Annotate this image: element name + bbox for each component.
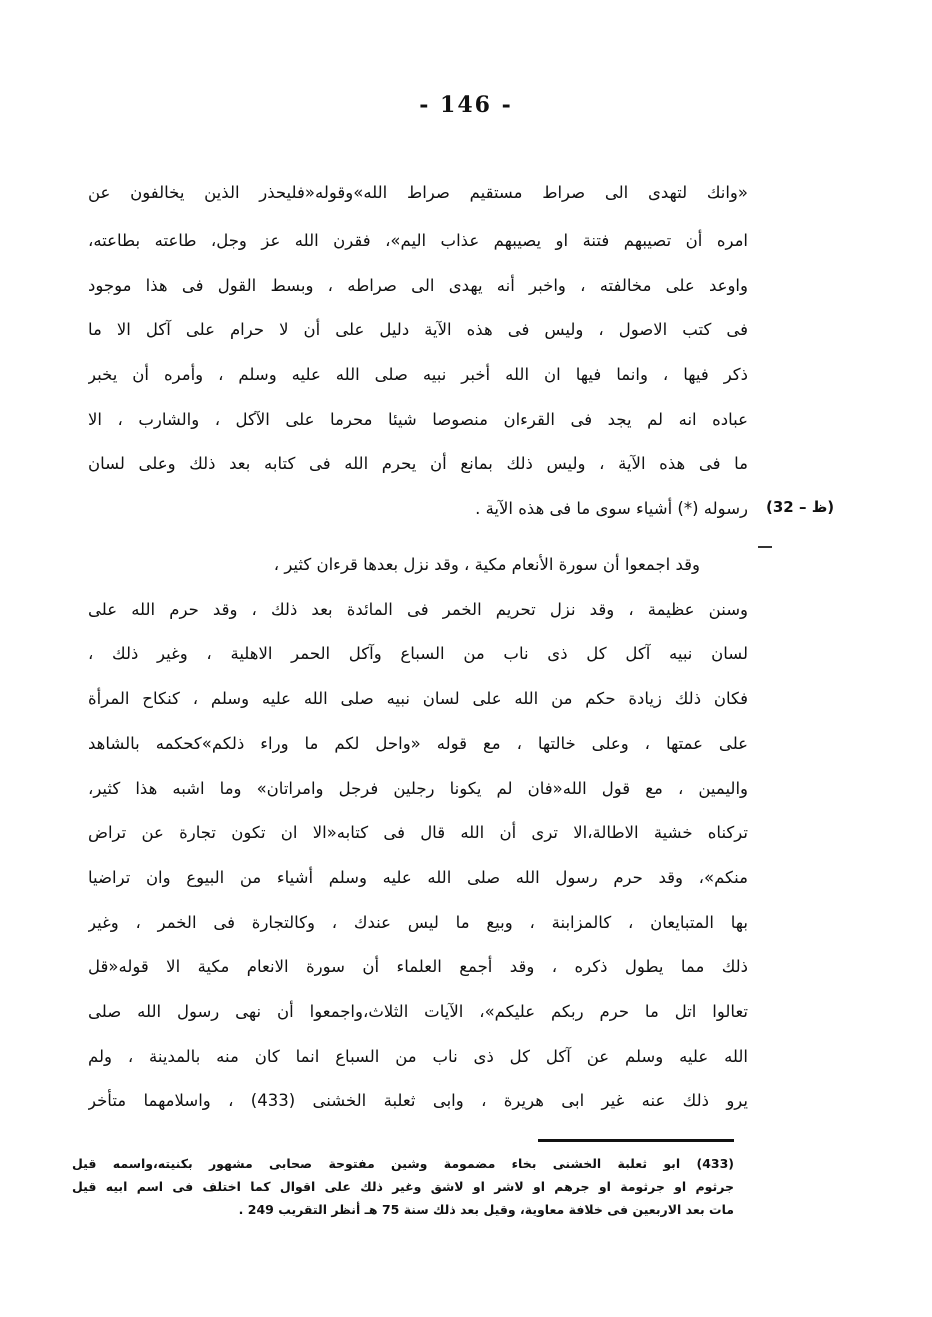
paragraph1-line-4: فى كتب الاصول ، وليس فى هذه الآية دليل على أن لا حرام على آكل الا ما: [88, 320, 748, 339]
paragraph2-line-12: الله عليه وسلم عن آكل كل ذى ناب من السباع انما كان منه بالمدينة ، ولم: [88, 1047, 748, 1066]
paragraph2-line-11: تعالوا اتل ما حرم ربكم عليكم»، الآيات الثلاث،واجمعوا أن نهى رسول الله صلى: [88, 1002, 748, 1021]
paragraph1-line-8: رسوله (*) أشياء سوى ما فى هذه الآية .: [475, 499, 748, 518]
footnote-divider: [538, 1139, 734, 1142]
paragraph2-line-9: بها المتبايعان ، كالمزابنة ، وبيع ما ليس عندك ، وكالتجارة فى الخمر ، وغير: [88, 913, 748, 932]
paragraph1-line-6: عباده انه لم يجد فى القرءان منصوصا شيئا محرما على الآكل ، والشارب ، الا: [88, 410, 748, 429]
paragraph2-line-5: على عمتها ، وعلى خالتها ، مع قوله «واحل لكم ما وراء ذلكم»كحكمه بالشاهد: [88, 734, 748, 753]
paragraph1-line-2: امره أن تصيبهم فتنة او يصيبهم عذاب اليم»، فقرن الله عز وجل، طاعته بطاعته،: [88, 231, 748, 250]
paragraph1-line-7: ما فى هذه الآية ، وليس ذلك بمانع أن يحرم الله فى كتابه بعد ذلك وعلى لسان: [88, 454, 748, 473]
footnote-line-1: (433) ابو ثعلبة الخشنى بخاء مضمومة وشين مفتوحة صحابى مشهور بكنيته،واسمه قيل: [72, 1156, 734, 1171]
paragraph2-line-8: منكم»، وقد حرم رسول الله صلى الله عليه وسلم أشياء من البيوع وان تراضيا: [88, 868, 748, 887]
margin-mark: [758, 546, 772, 548]
paragraph2-line-3: لسان نبيه آكل كل ذى ناب من السباع وآكل الحمر الاهلية ، وغير ذلك ،: [88, 644, 748, 663]
margin-note: (32 – ظ): [766, 498, 835, 516]
paragraph2-line-6: واليمين ، مع قول الله«فان لم يكونا رجلين فرجل وامراتان» وما اشبه هذا كثير،: [88, 779, 748, 798]
paragraph2-line-2: وسنن عظيمة ، وقد نزل تحريم الخمر فى المائدة بعد ذلك ، وقد حرم الله على: [88, 600, 748, 619]
paragraph2-line-13: يرو ذلك عنه غير ابى هريرة ، وابى ثعلبة الخشنى (433) ، واسلامهما متأخر: [88, 1091, 748, 1110]
paragraph1-line-3: واوعد على مخالفته ، واخبر أنه يهدى الى صراطه ، وبسط القول فى هذا موجود: [88, 276, 748, 295]
paragraph1-line-1: «وانك لتهدى الى صراط مستقيم صراط الله»وقوله«فليحذر الذين يخالفون عن: [88, 183, 748, 202]
paragraph2-line-1: وقد اجمعوا أن سورة الأنعام مكية ، وقد نزل بعدها قرءان كثير ،: [273, 555, 700, 574]
page-number: - 146 -: [419, 92, 513, 118]
paragraph2-line-7: تركناه خشية الاطالة،الا ترى أن الله قال فى كتابه«الا ان تكون تجارة عن تراض: [88, 823, 748, 842]
footnote-line-2: جرثوم او جرثومة او جرهم او لاشر او لاشق وغير ذلك على اقوال كما اختلف فى اسم ابيه قيل: [72, 1179, 734, 1194]
paragraph2-line-10: ذلك مما يطول ذكره ، وقد أجمع العلماء أن سورة الانعام مكية الا قوله«قل: [88, 957, 748, 976]
footnote-line-3: مات بعد الاربعين فى خلافة معاوية، وقيل بعد ذلك سنة 75 هـ أنظر التقريب 249 .: [238, 1202, 734, 1217]
paragraph2-line-4: فكان ذلك زيادة حكم من الله على لسان نبيه صلى الله عليه وسلم ، كنكاح المرأة: [88, 689, 748, 708]
paragraph1-line-5: ذكر فيها ، وانما فيها ان الله أخبر نبيه صلى الله عليه وسلم ، وأمره أن يخبر: [88, 365, 748, 384]
